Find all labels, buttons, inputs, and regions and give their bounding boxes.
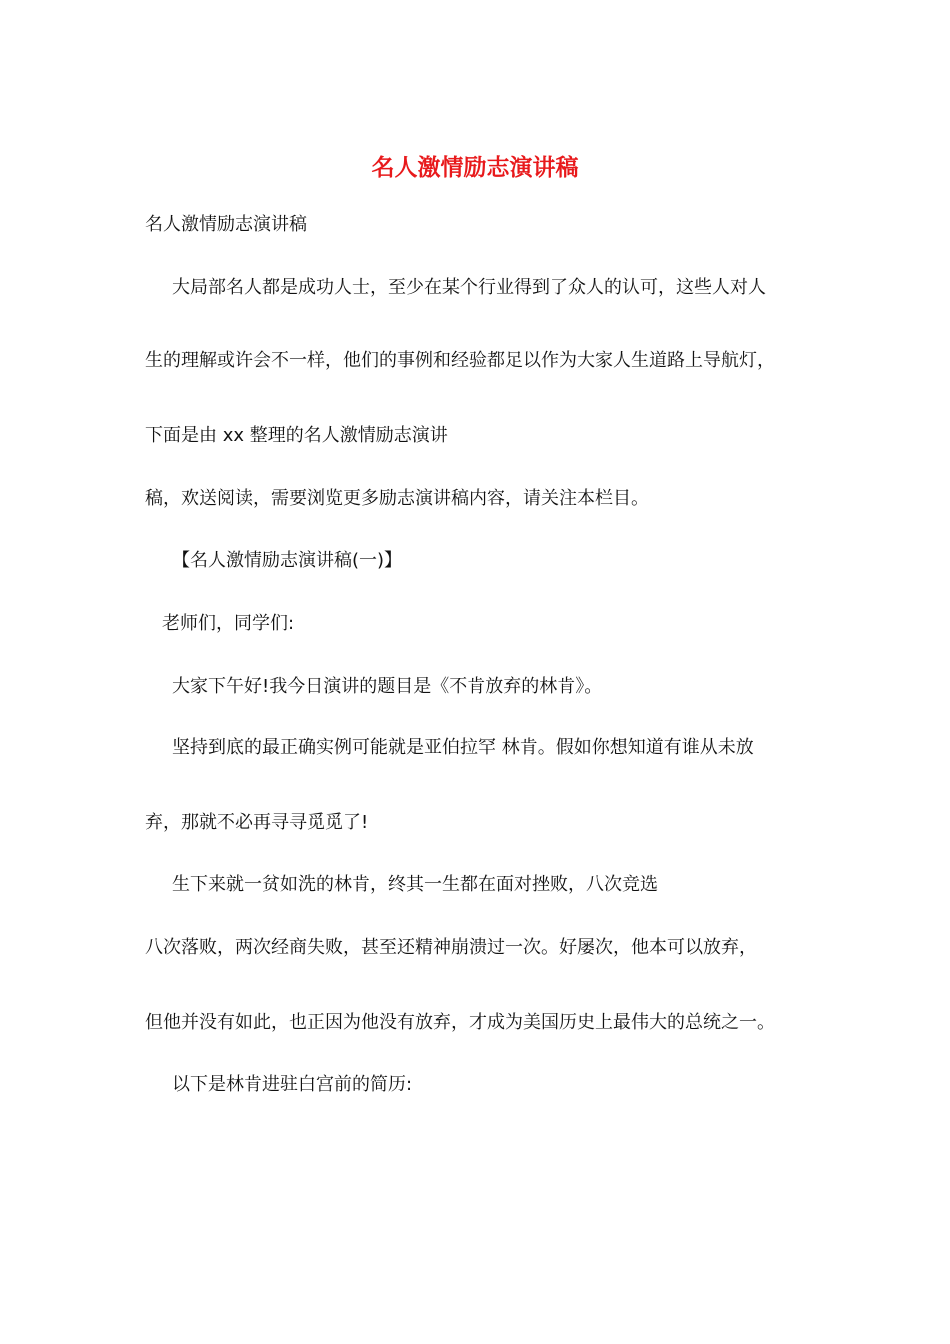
subtitle-line: 名人激情励志演讲稿 <box>145 214 307 235</box>
paragraph-line: 八次落败，两次经商失败，甚至还精神崩溃过一次。好屡次，他本可以放弃， <box>145 937 757 958</box>
salutation-line: 老师们，同学们: <box>162 613 295 634</box>
paragraph-line: 大局部名人都是成功人士，至少在某个行业得到了众人的认可，这些人对人 <box>172 277 766 298</box>
paragraph-line: 大家下午好!我今日演讲的题目是《不肯放弃的林肯》。 <box>172 676 603 697</box>
paragraph-line: 以下是林肯进驻白宫前的简历: <box>172 1074 413 1095</box>
paragraph-line: 生下来就一贫如洗的林肯，终其一生都在面对挫败，八次竞选 <box>172 874 658 895</box>
paragraph-line: 生的理解或许会不一样，他们的事例和经验都足以作为大家人生道路上导航灯， <box>145 350 775 371</box>
paragraph-line: 弃，那就不必再寻寻觅觅了! <box>145 812 369 833</box>
document-title: 名人激情励志演讲稿 <box>371 154 579 181</box>
section-heading: 【名人激情励志演讲稿(一)】 <box>172 550 403 571</box>
paragraph-line: 下面是由 xx 整理的名人激情励志演讲 <box>145 425 448 446</box>
paragraph-line: 坚持到底的最正确实例可能就是亚伯拉罕 林肯。假如你想知道有谁从未放 <box>172 737 754 758</box>
paragraph-line: 稿，欢送阅读，需要浏览更多励志演讲稿内容，请关注本栏目。 <box>145 488 649 509</box>
paragraph-line: 但他并没有如此，也正因为他没有放弃，才成为美国历史上最伟大的总统之一。 <box>145 1012 775 1033</box>
